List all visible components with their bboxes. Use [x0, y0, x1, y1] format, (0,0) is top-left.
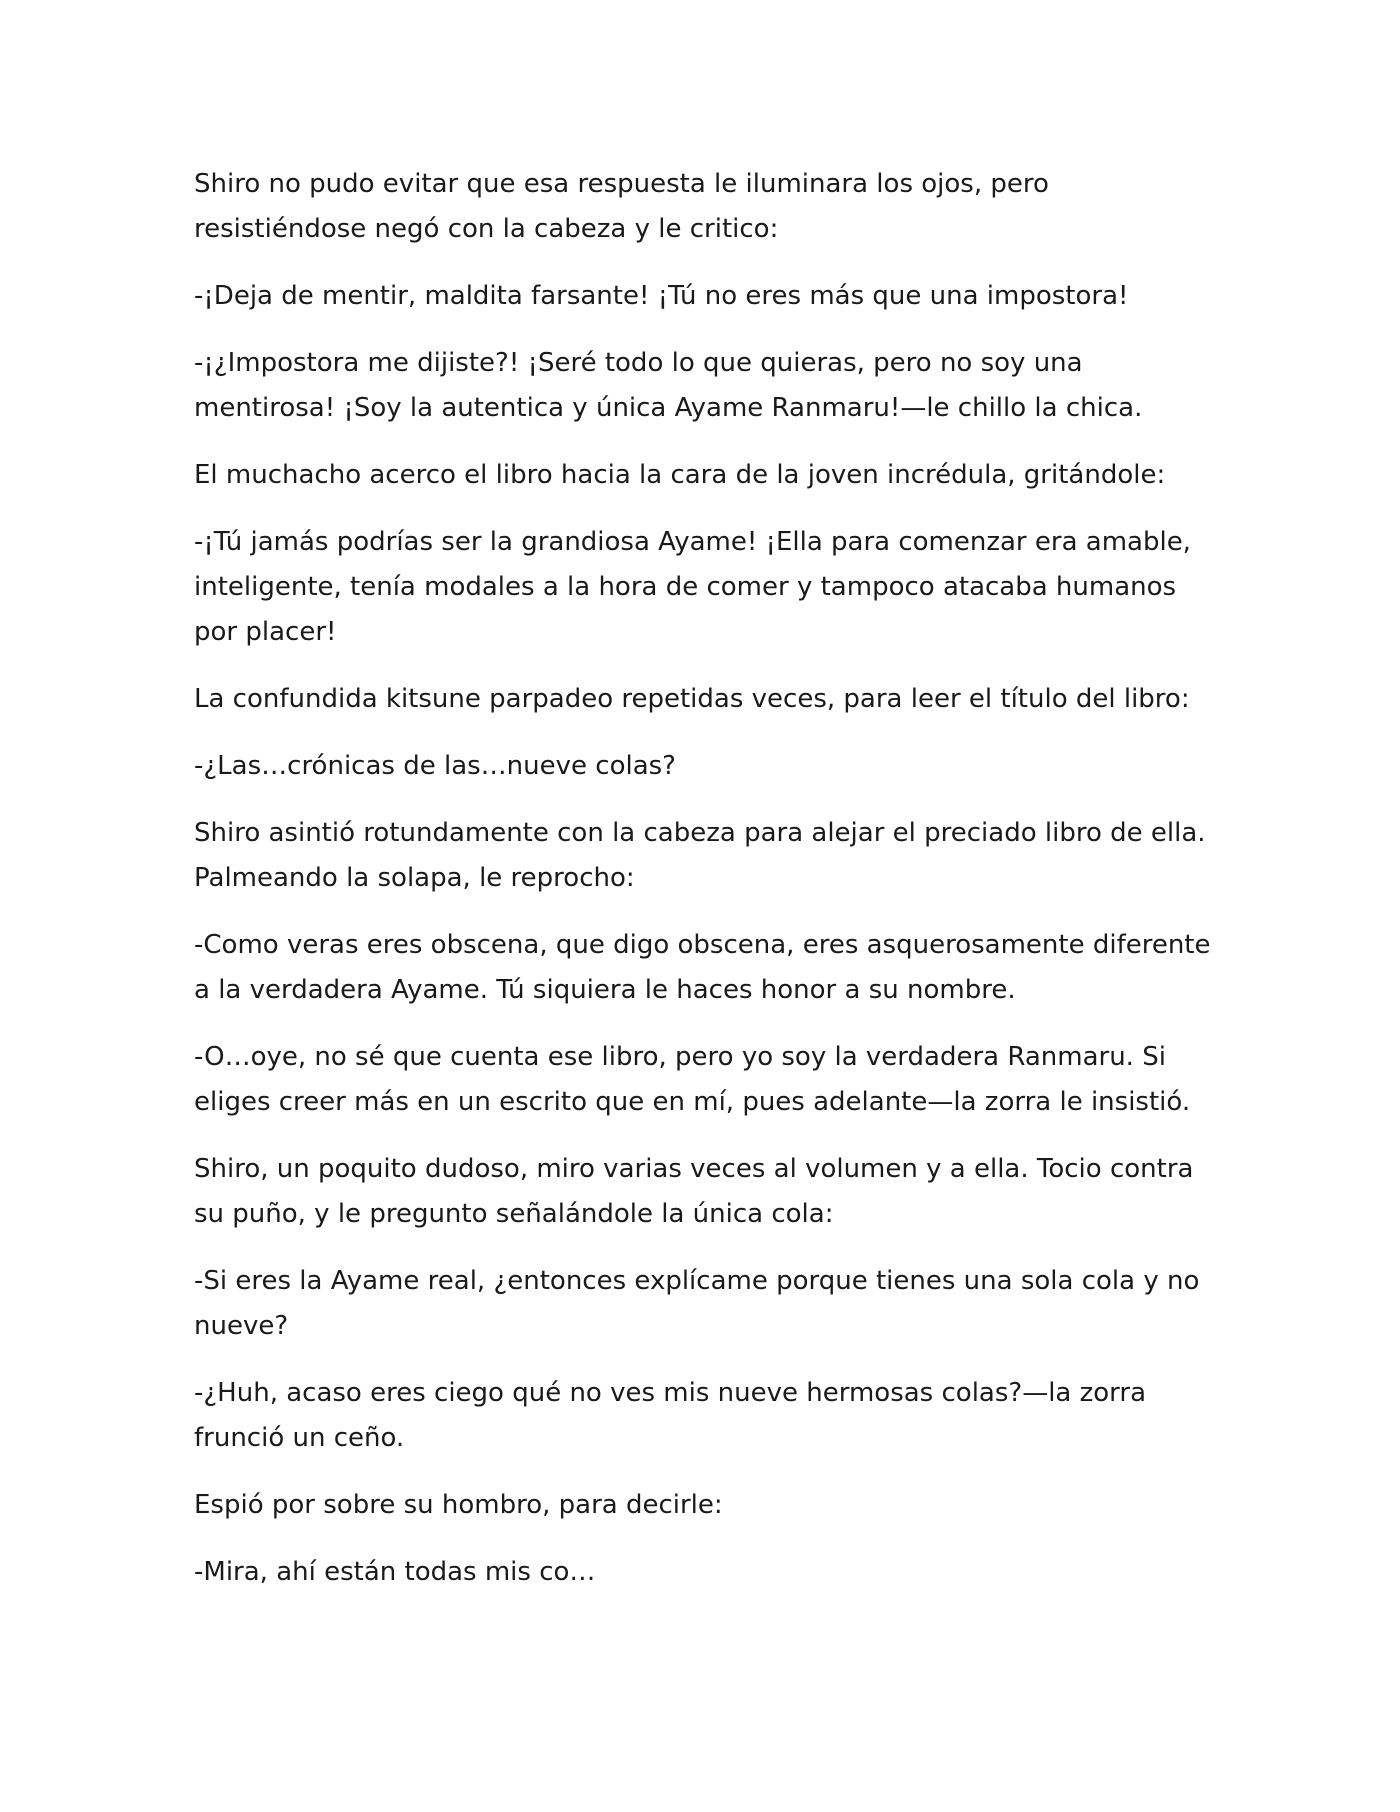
- paragraph: -¿Las…crónicas de las…nueve colas?: [194, 751, 676, 781]
- paragraph: Shiro, un poquito dudoso, miro varias veces al volumen y a ella. Tocio contra su puño, y le pregunto señalándole la única cola:: [194, 1154, 1194, 1229]
- paragraph: -Como veras eres obscena, que digo obscena, eres asquerosamente diferente a la verdadera Ayame. Tú siquiera le haces honor a su nombre.: [194, 930, 1211, 1005]
- paragraph: -¿Huh, acaso eres ciego qué no ves mis nueve hermosas colas?—la zorra frunció un ceño.: [194, 1378, 1147, 1453]
- paragraph: Espió por sobre su hombro, para decirle:: [194, 1490, 723, 1520]
- paragraph: -¡Tú jamás podrías ser la grandiosa Ayame! ¡Ella para comenzar era amable, inteligente, tenía modales a la hora de comer y tampoco atacaba humanos por placer!: [194, 527, 1191, 647]
- paragraph: La confundida kitsune parpadeo repetidas veces, para leer el título del libro:: [194, 684, 1190, 714]
- paragraph: Shiro asintió rotundamente con la cabeza para alejar el preciado libro de ella. Palmeando la solapa, le reprocho:: [194, 818, 1206, 893]
- paragraph: -O…oye, no sé que cuenta ese libro, pero yo soy la verdadera Ranmaru. Si eliges creer más en un escrito que en mí, pues adelante—la zorra le insistió.: [194, 1042, 1191, 1117]
- paragraph: -Mira, ahí están todas mis co…: [194, 1557, 596, 1587]
- document-body: [194, 162, 1224, 1617]
- paragraph: -¡¿Impostora me dijiste?! ¡Seré todo lo que quieras, pero no soy una mentirosa! ¡Soy la autentica y única Ayame Ranmaru!—le chillo la chica.: [194, 348, 1143, 423]
- paragraph: -Si eres la Ayame real, ¿entonces explícame porque tienes una sola cola y no nueve?: [194, 1266, 1200, 1341]
- paragraph: -¡Deja de mentir, maldita farsante! ¡Tú no eres más que una impostora!: [194, 281, 1129, 311]
- paragraph: Shiro no pudo evitar que esa respuesta le iluminara los ojos, pero resistiéndose negó con la cabeza y le critico:: [194, 169, 1049, 244]
- paragraph: El muchacho acerco el libro hacia la cara de la joven incrédula, gritándole:: [194, 460, 1166, 490]
